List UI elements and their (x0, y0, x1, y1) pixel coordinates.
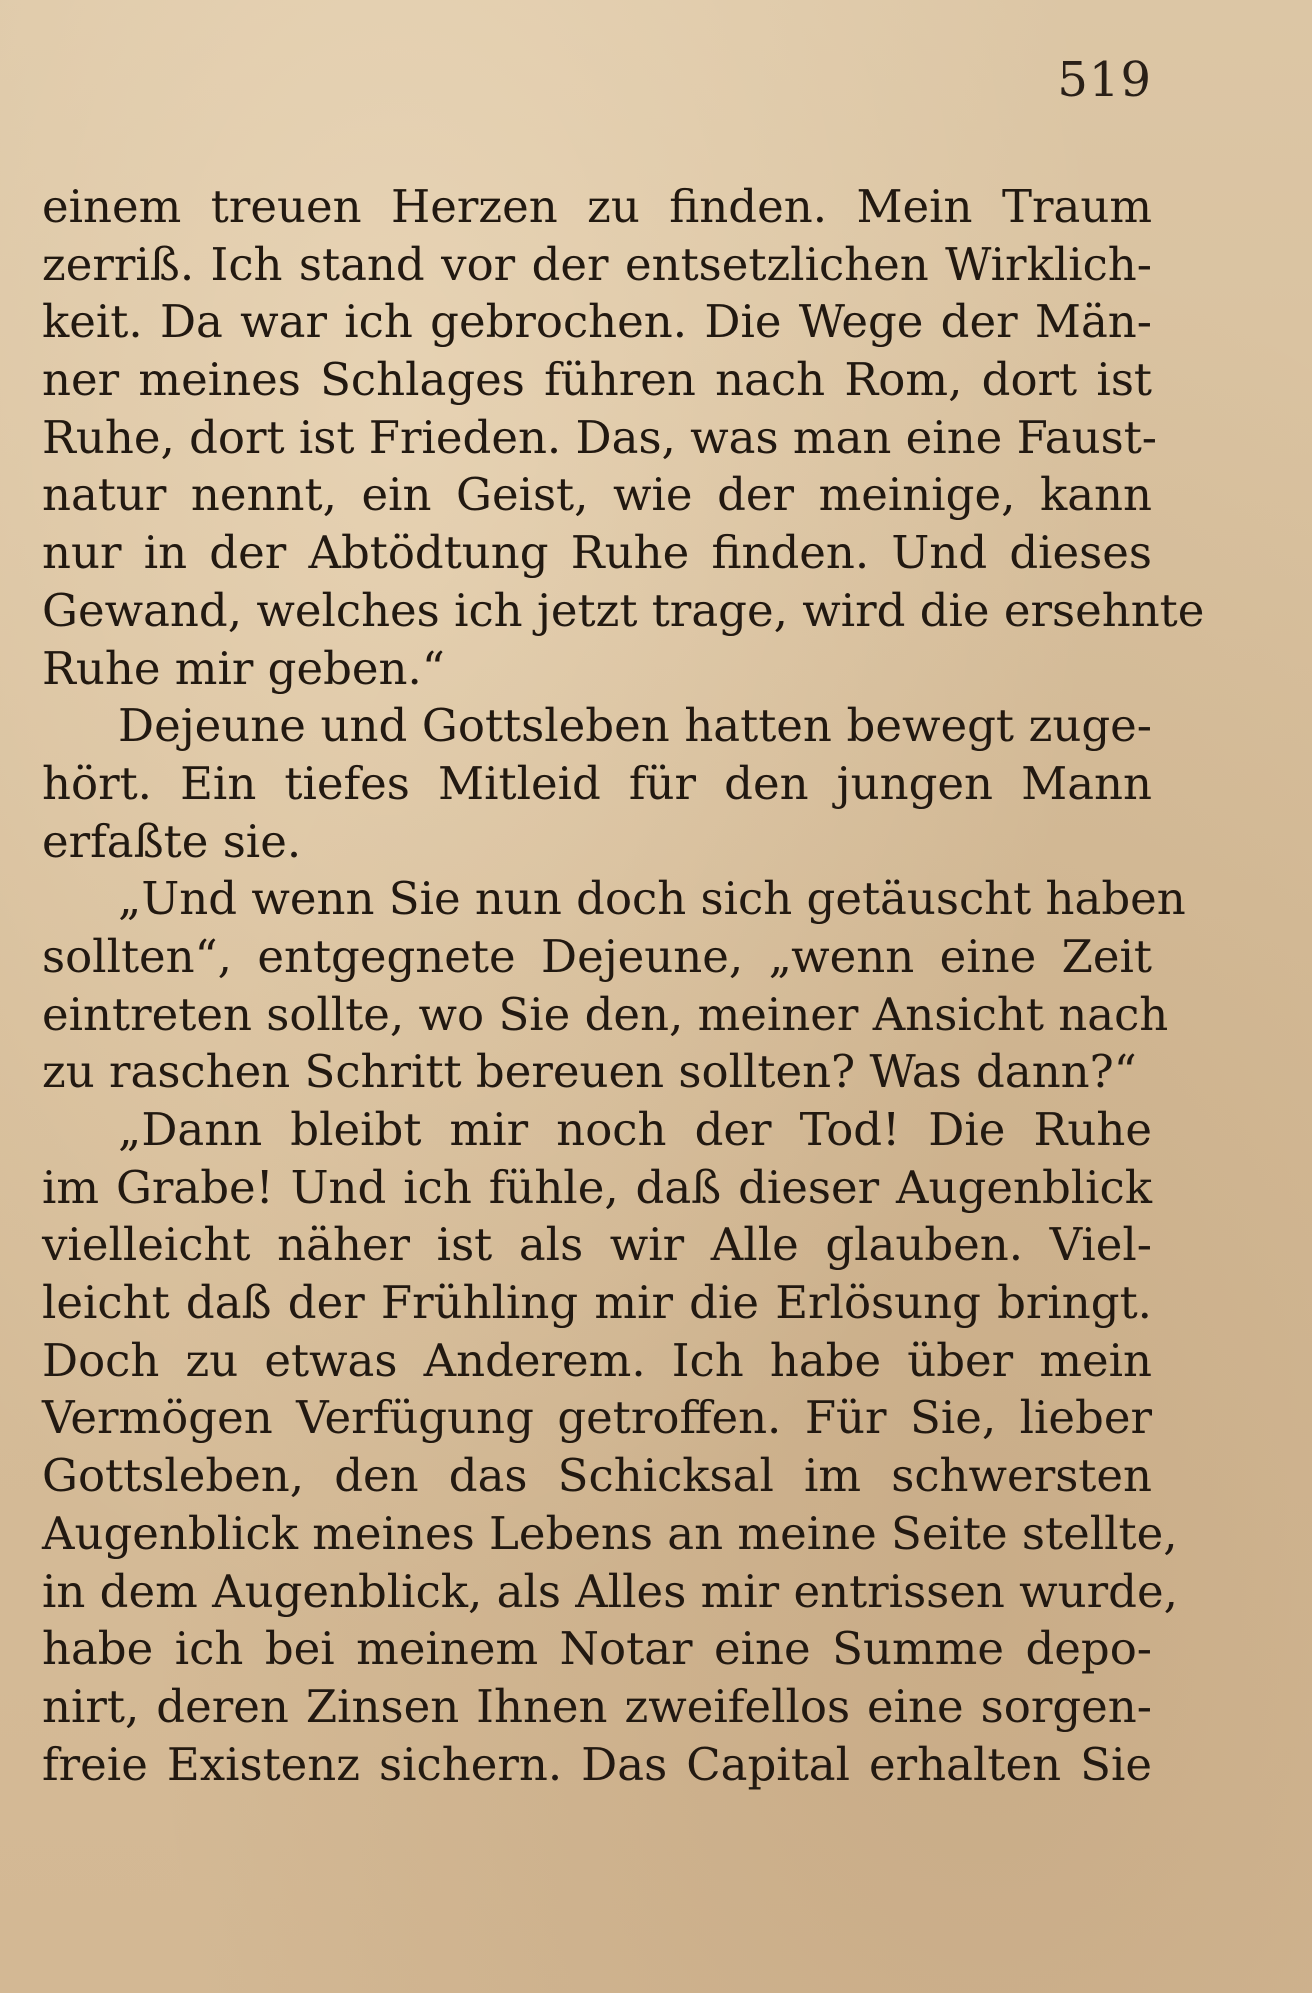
text-line: habe ich bei meinem Notar eine Summe depo- (42, 1622, 1152, 1676)
text-line: zu raschen Schritt bereuen sollten? Was dann?“ (42, 1045, 1137, 1099)
text-line: keit. Da war ich gebrochen. Die Wege der Män- (42, 295, 1152, 349)
text-line: ner meines Schlages führen nach Rom, dort ist (42, 353, 1152, 407)
text-line: eintreten sollte, wo Sie den, meiner Ansicht nach (42, 987, 1169, 1041)
text-line: Augenblick meines Lebens an meine Seite stellte, (42, 1506, 1178, 1560)
text-line: Gewand, welches ich jetzt trage, wird die ersehnte (42, 583, 1205, 637)
text-line: Dejeune und Gottsleben hatten bewegt zuge- (118, 699, 1152, 753)
text-line: in dem Augenblick, als Alles mir entrissen wurde, (42, 1564, 1178, 1618)
text-line: „Und wenn Sie nun doch sich getäuscht haben (118, 872, 1186, 926)
text-line: zerriß. Ich stand vor der entsetzlichen Wirklich- (42, 237, 1152, 291)
text-line: Gottsleben, den das Schicksal im schwersten (42, 1449, 1152, 1503)
text-line: hört. Ein tiefes Mitleid für den jungen Mann (42, 756, 1152, 810)
text-line: nur in der Abtödtung Ruhe finden. Und dieses (42, 526, 1152, 580)
text-line: Vermögen Verfügung getroffen. Für Sie, lieber (42, 1391, 1152, 1445)
text-line: vielleicht näher ist als wir Alle glauben. Viel- (42, 1218, 1152, 1272)
text-line: leicht daß der Frühling mir die Erlösung bringt. (42, 1276, 1152, 1330)
text-line: einem treuen Herzen zu finden. Mein Traum (42, 180, 1152, 233)
text-line: Doch zu etwas Anderem. Ich habe über mein (42, 1333, 1152, 1387)
text-line: nirt, deren Zinsen Ihnen zweifellos eine sorgen- (42, 1679, 1152, 1733)
text-line: sollten“, entgegnete Dejeune, „wenn eine Zeit (42, 929, 1152, 983)
text-line: natur nennt, ein Geist, wie der meinige, kann (42, 468, 1152, 522)
text-line: Ruhe mir geben.“ (42, 641, 445, 695)
text-line: erfaßte sie. (42, 814, 302, 868)
page-number: 519 (1057, 52, 1152, 108)
text-line: im Grabe! Und ich fühle, daß dieser Augenblick (42, 1160, 1152, 1214)
text-line: Ruhe, dort ist Frieden. Das, was man eine Faust- (42, 410, 1157, 464)
text-line: freie Existenz sichern. Das Capital erhalten Sie (42, 1737, 1152, 1791)
body-text (42, 178, 1205, 1793)
text-line: „Dann bleibt mir noch der Tod! Die Ruhe (118, 1103, 1152, 1156)
